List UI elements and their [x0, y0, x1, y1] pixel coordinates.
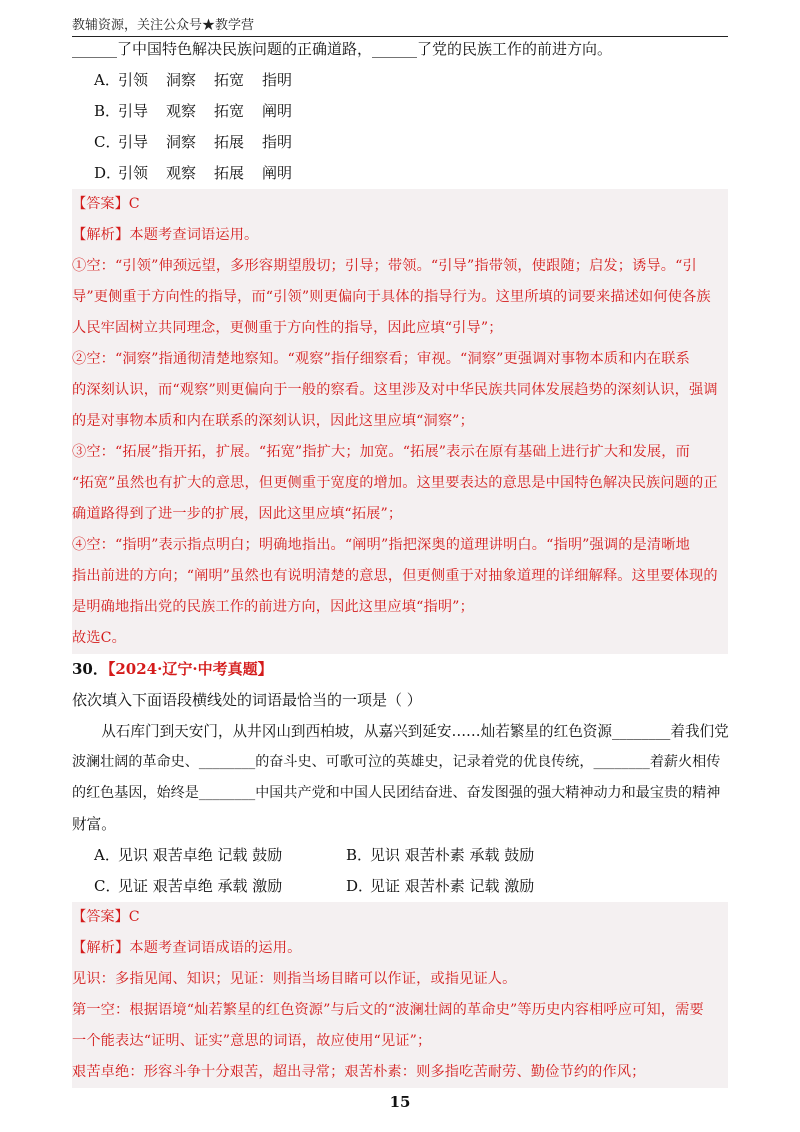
q30-source: 【2024·辽宁·中考真题】 [107, 660, 273, 678]
q29-analysis-line: 导”更侧重于方向性的指导，而“引领”则更偏向于具体的指导行为。这里所填的词要来描述如何使各族 [72, 289, 711, 305]
q29-answer-block [72, 189, 728, 654]
q29-analysis-line: 指出前进的方向；“阐明”虽然也有说明清楚的意思，但更侧重于对抽象道理的详细解释。这里要体现的 [72, 568, 718, 584]
q29-option-a: A．引领 洞察 拓宽 指明 [94, 71, 293, 89]
q30-options-row-1 [72, 840, 728, 871]
page-number: 15 [389, 1093, 411, 1111]
q29-analysis-line: 【解析】本题考查词语运用。 [72, 227, 259, 243]
q29-analysis-line: ①空：“引领”伸颈远望，多形容期望殷切；引导；带领。“引导”指带领，使跟随；启发；诱导。“引 [72, 258, 697, 274]
q29-analysis-line: “拓宽”虽然也有扩大的意思，但更侧重于宽度的增加。这里要表达的意思是中国特色解决民族问题的正 [72, 475, 718, 491]
page-content [72, 34, 728, 1088]
q30-analysis-line: 见识：多指见闻、知识；见证：则指当场目睹可以作证，或指见证人。 [72, 971, 517, 987]
q30-stem: 依次填入下面语段横线处的词语最恰当的一项是（ ） [72, 691, 422, 709]
q30-analysis-line: 一个能表达“证明、证实”意思的词语，故应使用“见证”； [72, 1033, 432, 1049]
q29-analysis-line: ②空：“洞察”指通彻清楚地察知。“观察”指仔细察看；审视。“洞察”更强调对事物本质和内在联系 [72, 351, 690, 367]
q30-answer: 【答案】C [72, 909, 140, 925]
q29-answer: 【答案】C [72, 196, 140, 212]
header-text: 教辅资源，关注公众号★教学营 [72, 18, 255, 33]
q29-option-c: C．引导 洞察 拓展 指明 [94, 133, 293, 151]
q30-option-b: B．见识 艰苦朴素 承载 鼓励 [346, 846, 535, 864]
q30-option-a: A．见识 艰苦卓绝 记载 鼓励 [94, 846, 283, 864]
q29-analysis-line: 人民牢固树立共同理念，更侧重于方向性的指导，因此应填“引导”； [72, 320, 503, 336]
q29-analysis-line: 确道路得到了进一步的扩展，因此这里应填“拓展”； [72, 506, 403, 522]
q29-analysis-line: 的是对事物本质和内在联系的深刻认识，因此这里应填“洞察”； [72, 413, 474, 429]
q29-stem-tail: ______了中国特色解决民族问题的正确道路，______了党的民族工作的前进方向。 [72, 40, 613, 58]
q30-passage-line: 的红色基因，始终是________中国共产党和中国人民团结奋进、奋发图强的强大精神动力和最宝贵的精神 [72, 785, 721, 801]
q29-analysis-line: 是明确地指出党的民族工作的前进方向，因此这里应填“指明”； [72, 599, 474, 615]
q30-analysis-line: 艰苦卓绝：形容斗争十分艰苦，超出寻常；艰苦朴素：则多指吃苦耐劳、勤俭节约的作风； [72, 1064, 646, 1080]
q30-answer-block [72, 902, 728, 1088]
q30-option-d: D．见证 艰苦朴素 记载 激励 [346, 877, 535, 895]
q29-option-b: B．引导 观察 拓宽 阐明 [94, 102, 293, 120]
q30-passage-line: 波澜壮阔的革命史、________的奋斗史、可歌可泣的英雄史，记录着党的优良传统，________着薪火相传 [72, 754, 721, 770]
q30-title [72, 654, 728, 685]
q29-analysis-line: ③空：“拓展”指开拓，扩展。“拓宽”指扩大；加宽。“拓展”表示在原有基础上进行扩大和发展，而 [72, 444, 690, 460]
q29-analysis-line: 的深刻认识，而“观察”则更偏向于一般的察看。这里涉及对中华民族共同体发展趋势的深刻认识，强调 [72, 382, 718, 398]
q30-analysis-line: 第一空：根据语境“灿若繁星的红色资源”与后文的“波澜壮阔的革命史”等历史内容相呼应可知，需要 [72, 1002, 704, 1018]
q30-option-c: C．见证 艰苦卓绝 承载 激励 [94, 877, 283, 895]
q29-analysis-line: ④空：“指明”表示指点明白；明确地指出。“阐明”指把深奥的道理讲明白。“指明”强调的是清晰地 [72, 537, 690, 553]
q29-analysis-line: 故选C。 [72, 630, 127, 646]
q30-analysis-line: 【解析】本题考查词语成语的运用。 [72, 940, 302, 956]
q30-passage-line: 从石库门到天安门，从井冈山到西柏坡，从嘉兴到延安……灿若繁星的红色资源________着我们党 [101, 723, 729, 740]
q30-passage-line: 财富。 [72, 816, 116, 833]
q30-number: 30． [72, 660, 108, 678]
q29-option-d: D．引领 观察 拓展 阐明 [94, 164, 293, 182]
q30-options-row-2 [72, 871, 728, 902]
